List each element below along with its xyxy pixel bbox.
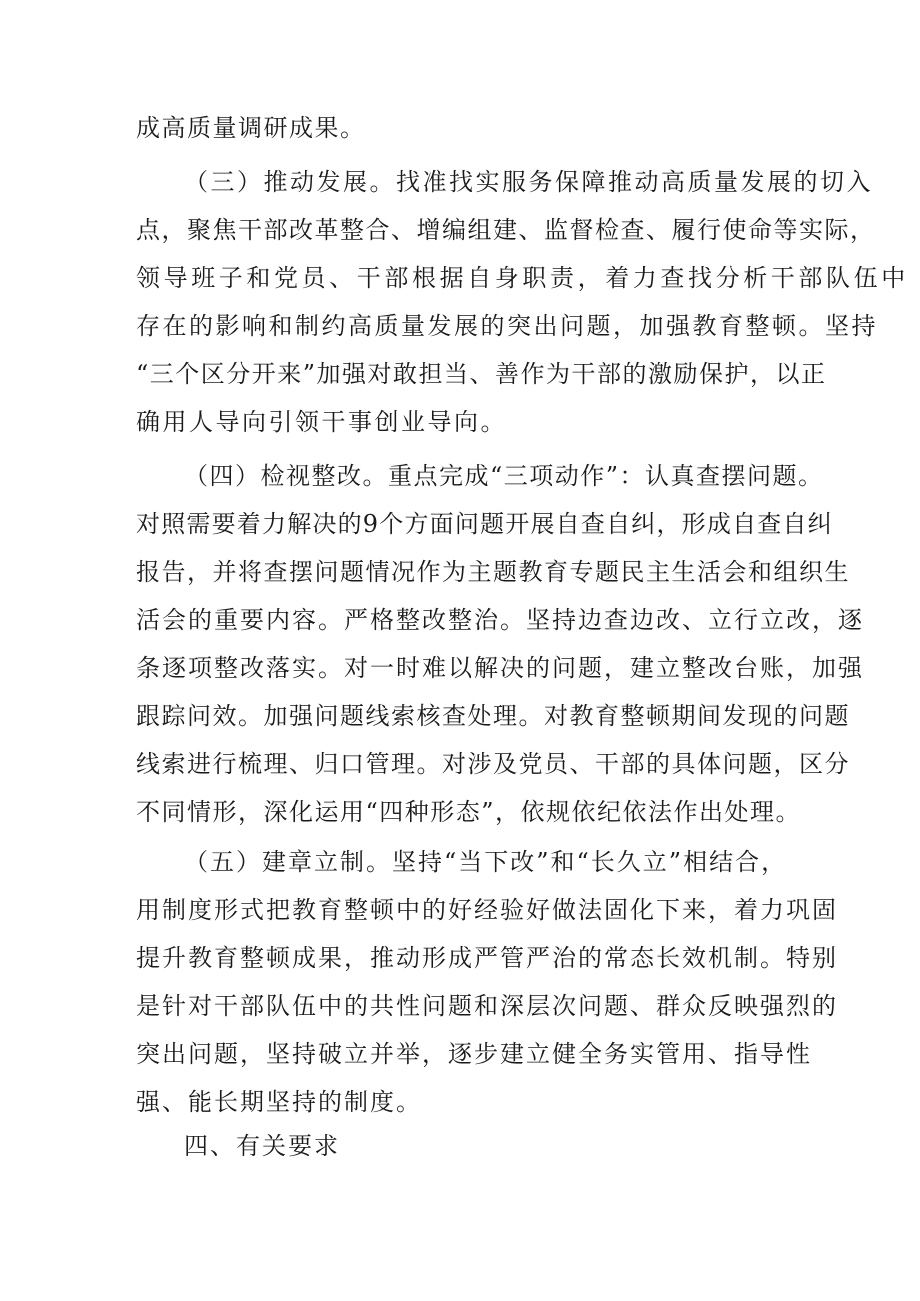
paragraph-line-16: （五）建章立制。坚持“当下改”和“长久立”相结合， [184, 848, 788, 876]
paragraph-line-10: 报告，并将查摆问题情况作为主题教育专题民主生活会和组织生 [136, 558, 850, 586]
paragraph-line-18: 提升教育整顿成果，推动形成严管严治的常态长效机制。特别 [136, 944, 838, 972]
paragraph-line-7: 确用人导向引领干事创业导向。 [136, 408, 507, 436]
paragraph-line-1: 成高质量调研成果。 [136, 114, 366, 142]
paragraph-line-19: 是针对干部队伍中的共性问题和深层次问题、群众反映强烈的 [136, 992, 838, 1020]
paragraph-line-4: 领导班子和党员、干部根据自身职责，着力查找分析干部队伍中 [136, 264, 909, 292]
paragraph-line-21: 强、能长期坚持的制度。 [136, 1088, 422, 1116]
paragraph-line-2: （三）推动发展。找准找实服务保障推动高质量发展的切入 [184, 168, 873, 196]
paragraph-line-9: 对照需要着力解决的9个方面问题开展自查自纠，形成自查自纠 [136, 510, 833, 538]
paragraph-line-12: 条逐项整改落实。对一时难以解决的问题，建立整改台账，加强 [136, 654, 864, 682]
paragraph-line-11: 活会的重要内容。严格整改整治。坚持边查边改、立行立改，逐 [136, 606, 864, 634]
section-heading: 四、有关要求 [184, 1132, 340, 1160]
paragraph-line-14: 线索进行梳理、归口管理。对涉及党员、干部的具体问题，区分 [136, 750, 850, 778]
paragraph-line-8: （四）检视整改。重点完成“三项动作”：认真查摆问题。 [184, 462, 824, 490]
paragraph-line-3: 点，聚焦干部改革整合、增编组建、监督检查、履行使命等实际， [136, 216, 876, 244]
paragraph-line-17: 用制度形式把教育整顿中的好经验好做法固化下来，着力巩固 [136, 896, 838, 924]
paragraph-line-20: 突出问题，坚持破立并举，逐步建立健全务实管用、指导性 [136, 1040, 812, 1068]
paragraph-line-5: 存在的影响和制约高质量发展的突出问题，加强教育整顿。坚持 [136, 312, 878, 340]
paragraph-line-6: “三个区分开来”加强对敢担当、善作为干部的激励保护，以正 [136, 360, 827, 388]
paragraph-line-13: 跟踪问效。加强问题线索核查处理。对教育整顿期间发现的问题 [136, 702, 850, 730]
paragraph-line-15: 不同情形，深化运用“四种形态”，依规依纪依法作出处理。 [136, 798, 802, 826]
